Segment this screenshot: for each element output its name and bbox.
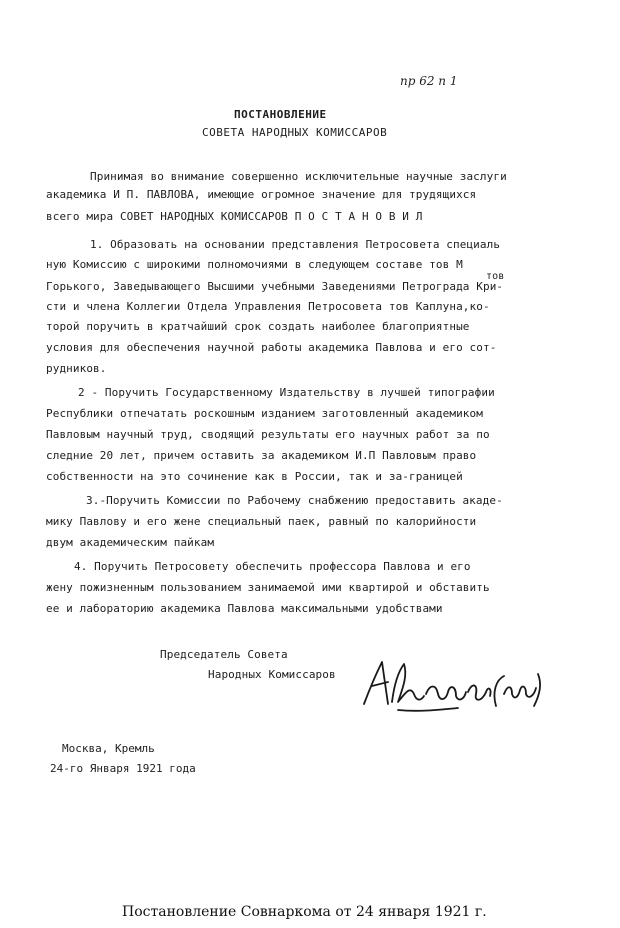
body-line-12: 2 - Поручить Государственному Издательству в лучшей типографии <box>78 386 495 399</box>
body-line-8: сти и члена Коллегии Отдела Управления Петросовета тов Каплуна,ко- <box>46 300 490 313</box>
body-line-13: Республики отпечатать роскошным изданием заготовленный академиком <box>46 407 483 420</box>
body-line-11: рудников. <box>46 362 107 375</box>
body-line-3: всего мира СОВЕТ НАРОДНЫХ КОМИССАРОВ П О С Т А Н О В И Л <box>46 210 423 223</box>
body-line-2: академика И П. ПАВЛОВА, имеющие огромное значение для трудящихся <box>46 188 477 201</box>
body-line-20: 4. Поручить Петросовету обеспечить профессора Павлова и его <box>74 560 471 573</box>
body-line-15: следние 20 лет, причем оставить за академиком И.П Павловым право <box>46 449 477 462</box>
body-line-4: 1. Образовать на основании представления Петросовета специаль <box>90 238 501 251</box>
document-subtitle: СОВЕТА НАРОДНЫХ КОМИССАРОВ <box>202 126 388 139</box>
handwritten-signature <box>358 646 548 724</box>
body-line-5: ную Комиссию с широкими полномочиями в следующем составе тов М <box>46 258 463 271</box>
body-line-19: двум академическим пайкам <box>46 536 215 549</box>
document-title: ПОСТАНОВЛЕНИЕ <box>234 108 327 121</box>
body-line-17: 3.-Поручить Комиссии по Рабочему снабжению предоставить акаде- <box>86 494 503 507</box>
body-line-10: условия для обеспечения научной работы академика Павлова и его сот- <box>46 341 497 354</box>
figure-caption: Постановление Совнаркома от 24 января 1921 г. <box>122 904 487 920</box>
signatory-title-1: Председатель Совета <box>160 648 288 661</box>
body-line-1: Принимая во внимание совершенно исключительные научные заслуги <box>90 170 507 183</box>
place-of-signing: Москва, Кремль <box>62 742 155 755</box>
body-line-14: Павловым научный труд, сводящий результаты его научных работ за по <box>46 428 490 441</box>
body-line-9: торой поручить в кратчайший срок создать наиболее благоприятные <box>46 320 470 333</box>
body-line-22: ее и лабораторию академика Павлова максимальными удобствами <box>46 602 443 615</box>
body-line-6-insert: тов <box>486 271 505 282</box>
date-of-signing: 24-го Января 1921 года <box>50 762 196 775</box>
body-line-18: мику Павлову и его жене специальный паек, равный по калорийности <box>46 515 477 528</box>
reference-mark: пр 62 п 1 <box>400 74 458 88</box>
signatory-title-2: Народных Комиссаров <box>208 668 336 681</box>
body-line-7: Горького, Заведывающего Высшими учебными Заведениями Петрограда Кри- <box>46 280 504 293</box>
body-line-21: жену пожизненным пользованием занимаемой ими квартирой и обставить <box>46 581 490 594</box>
body-line-16: собственности на это сочинение как в России, так и за-границей <box>46 470 463 483</box>
